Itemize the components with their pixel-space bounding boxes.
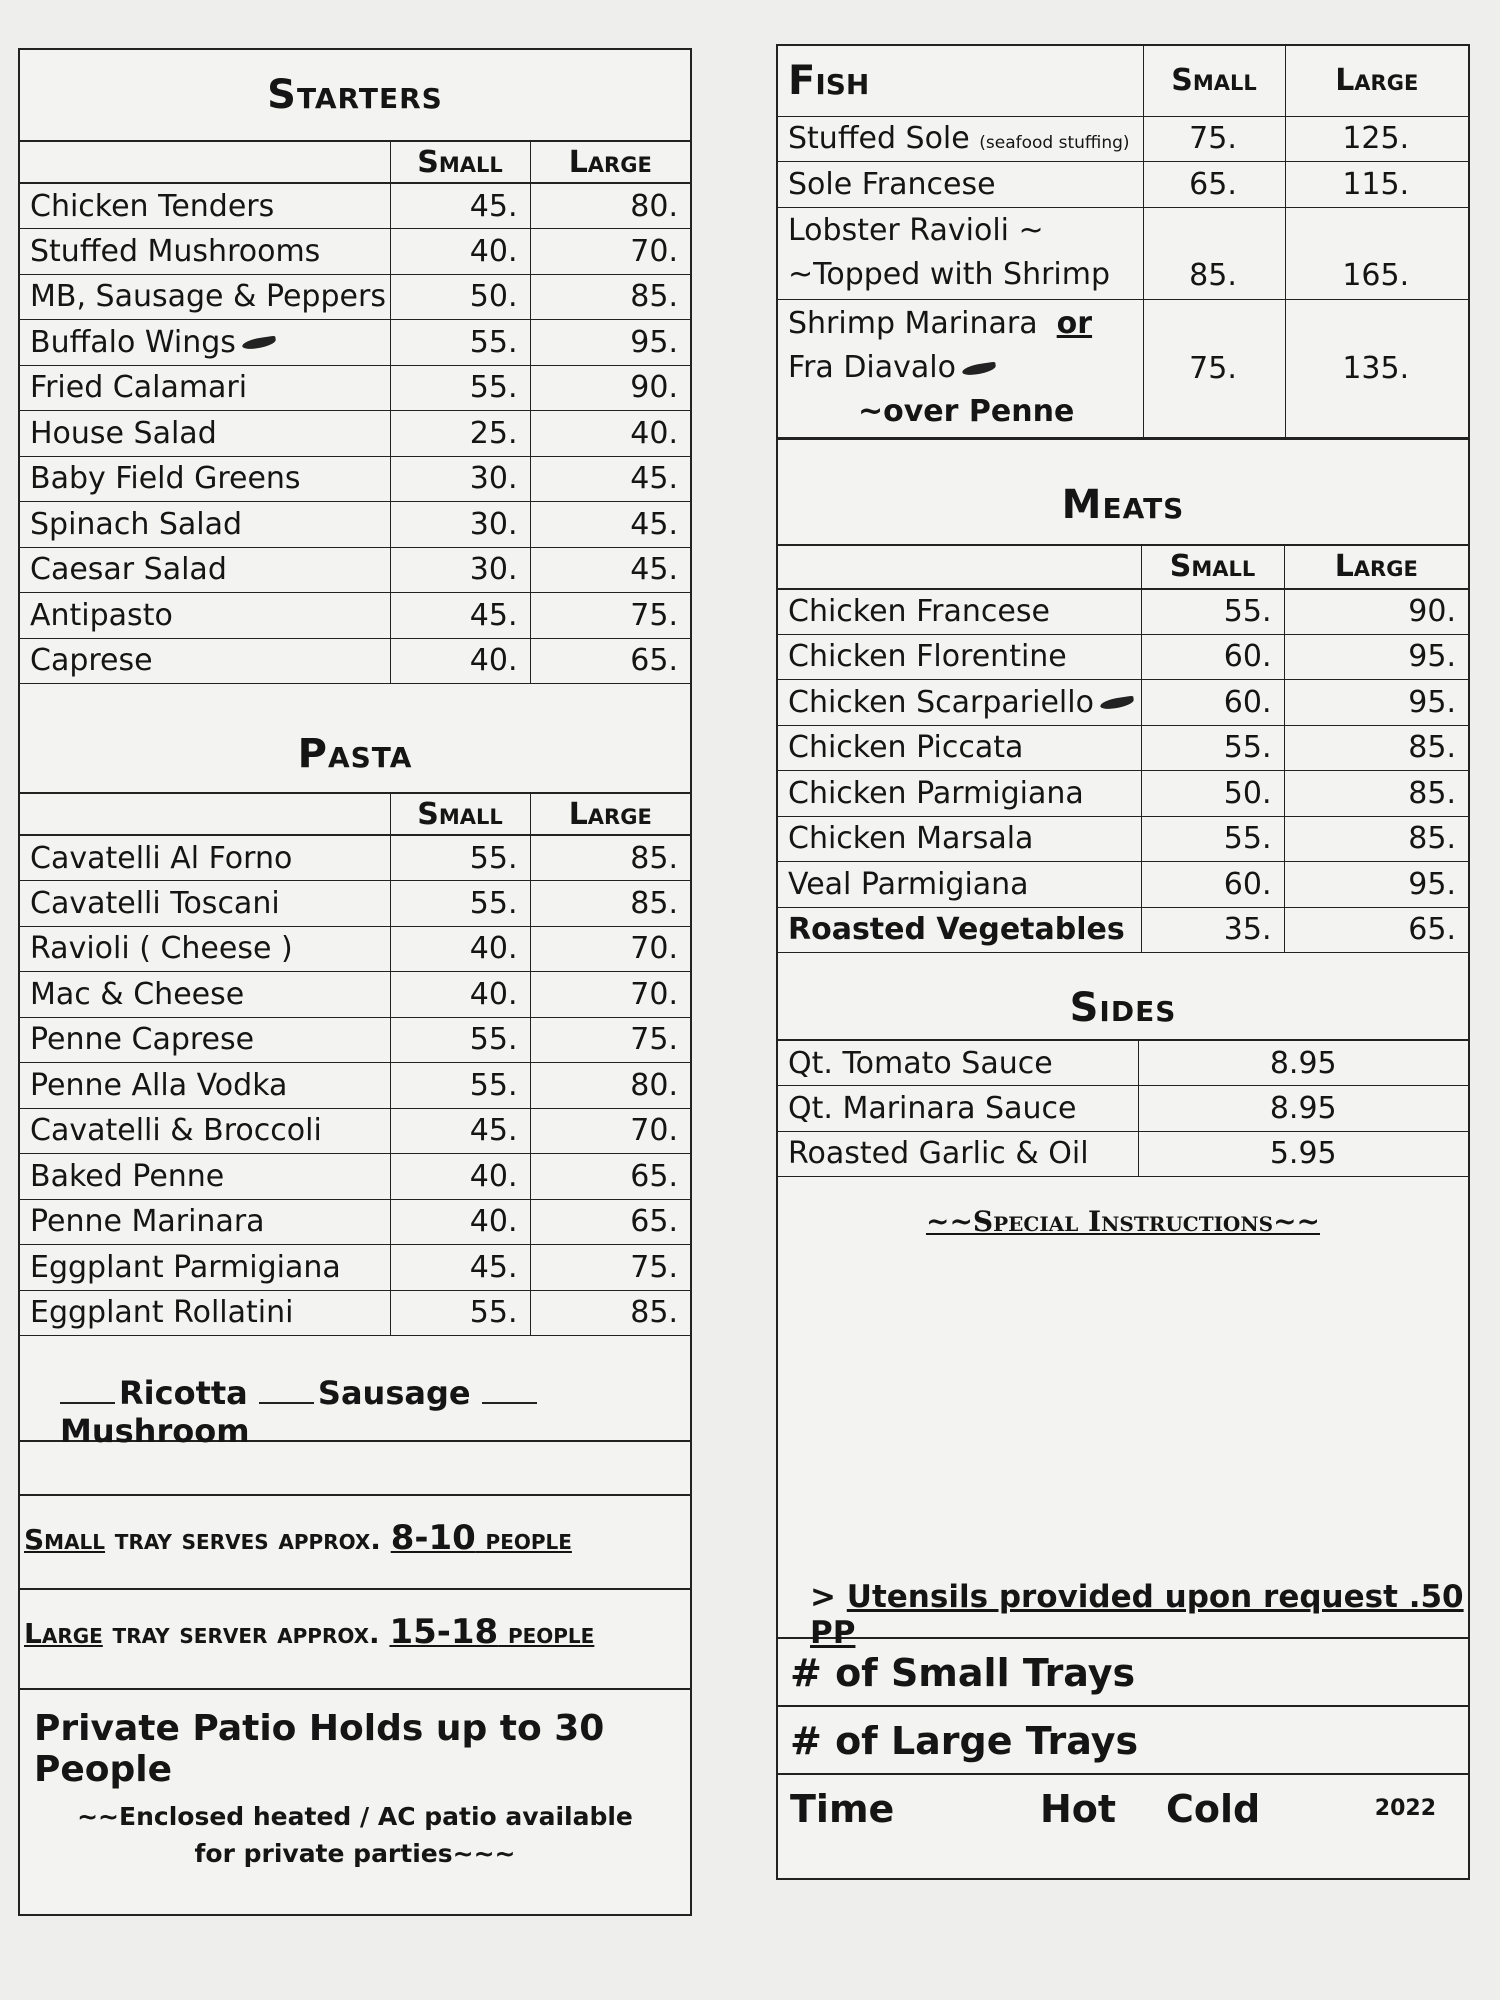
fish-stuffed-sole-note: (seafood stuffing) bbox=[979, 133, 1130, 154]
starter-row bbox=[20, 593, 690, 639]
starter-item-name: Caesar Salad bbox=[20, 547, 390, 593]
price-small: 60. bbox=[1141, 862, 1284, 908]
pasta-item-name: Ravioli ( Cheese ) bbox=[20, 926, 390, 972]
patio-info bbox=[20, 1688, 690, 1872]
spicy-pepper-icon bbox=[1099, 696, 1134, 711]
side-row bbox=[778, 1131, 1468, 1177]
starter-row bbox=[20, 638, 690, 684]
fish-table bbox=[778, 46, 1468, 438]
price-small: 85. bbox=[1143, 207, 1285, 299]
meat-row bbox=[778, 680, 1468, 726]
pasta-item-name: Cavatelli Toscani bbox=[20, 881, 390, 927]
meat-item-name: Chicken Scarpariello bbox=[778, 680, 1141, 726]
starter-row bbox=[20, 411, 690, 457]
meats-table bbox=[778, 544, 1468, 954]
price-large: 95. bbox=[1284, 862, 1468, 908]
starter-row bbox=[20, 456, 690, 502]
pasta-options bbox=[20, 1336, 690, 1450]
hot-option[interactable]: Hot bbox=[1040, 1787, 1117, 1831]
fish-shrimp-line3: ~over Penne bbox=[858, 394, 1075, 429]
price-large: 85. bbox=[1284, 816, 1468, 862]
utensils-note: > Utensils provided upon request .50 PP bbox=[810, 1579, 1464, 1651]
price-small: 55. bbox=[1141, 816, 1284, 862]
year-label: 2022 bbox=[1374, 1796, 1436, 1821]
fish-sole-francese: Sole Francese bbox=[778, 162, 1143, 208]
pasta-row bbox=[20, 1290, 690, 1336]
large-tray-info: Large tray server approx. 15-18 people bbox=[20, 1588, 690, 1688]
meat-row bbox=[778, 589, 1468, 635]
price-small: 55. bbox=[390, 365, 530, 411]
price-small: 75. bbox=[1143, 299, 1285, 437]
meat-row bbox=[778, 725, 1468, 771]
price-small: 55. bbox=[390, 881, 530, 927]
option-blank[interactable] bbox=[482, 1402, 537, 1404]
pasta-row bbox=[20, 835, 690, 881]
sides-title: Sides bbox=[1069, 985, 1177, 1031]
side-item-name: Qt. Tomato Sauce bbox=[778, 1040, 1138, 1086]
price-large: 65. bbox=[530, 638, 690, 684]
pasta-col-small: Small bbox=[390, 793, 530, 835]
price-small: 45. bbox=[390, 593, 530, 639]
fish-row bbox=[778, 116, 1468, 162]
price-small: 30. bbox=[390, 502, 530, 548]
price-small: 35. bbox=[1141, 907, 1284, 953]
pasta-row bbox=[20, 1199, 690, 1245]
starter-row bbox=[20, 365, 690, 411]
pasta-row bbox=[20, 926, 690, 972]
pasta-item-name: Eggplant Rollatini bbox=[20, 1290, 390, 1336]
side-price: 8.95 bbox=[1138, 1040, 1468, 1086]
starter-item-name: Spinach Salad bbox=[20, 502, 390, 548]
left-menu-panel bbox=[18, 48, 692, 1916]
price-small: 65. bbox=[1143, 162, 1285, 208]
sides-table bbox=[778, 1039, 1468, 1177]
time-label: Time bbox=[790, 1787, 895, 1831]
price-small: 40. bbox=[390, 926, 530, 972]
fish-col-small: Small bbox=[1143, 46, 1285, 116]
price-small: 55. bbox=[390, 1063, 530, 1109]
price-small: 55. bbox=[390, 1017, 530, 1063]
option-mushroom: Mushroom bbox=[60, 1412, 250, 1450]
price-large: 75. bbox=[530, 1245, 690, 1291]
pasta-item-name: Penne Caprese bbox=[20, 1017, 390, 1063]
price-small: 40. bbox=[390, 1154, 530, 1200]
price-small: 60. bbox=[1141, 634, 1284, 680]
price-small: 60. bbox=[1141, 680, 1284, 726]
price-large: 125. bbox=[1285, 116, 1468, 162]
starters-col-small: Small bbox=[390, 141, 530, 183]
pasta-item-name: Baked Penne bbox=[20, 1154, 390, 1200]
side-item-name: Roasted Garlic & Oil bbox=[778, 1131, 1138, 1177]
option-ricotta: Ricotta bbox=[119, 1374, 248, 1412]
patio-title: Private Patio Holds up to 30 People bbox=[34, 1708, 605, 1790]
price-small: 45. bbox=[390, 1108, 530, 1154]
starter-row bbox=[20, 274, 690, 320]
meats-col-large: Large bbox=[1284, 545, 1468, 589]
price-large: 165. bbox=[1285, 207, 1468, 299]
price-large: 85. bbox=[530, 881, 690, 927]
price-small: 55. bbox=[390, 320, 530, 366]
small-trays-field[interactable]: # of Small Trays bbox=[778, 1637, 1468, 1705]
pasta-item-name: Cavatelli & Broccoli bbox=[20, 1108, 390, 1154]
pasta-row bbox=[20, 881, 690, 927]
price-large: 95. bbox=[530, 320, 690, 366]
price-small: 55. bbox=[1141, 589, 1284, 635]
price-large: 90. bbox=[1284, 589, 1468, 635]
spicy-pepper-icon bbox=[241, 336, 276, 351]
price-small: 55. bbox=[390, 835, 530, 881]
price-large: 75. bbox=[530, 1017, 690, 1063]
fish-shrimp-line1: Shrimp Marinara bbox=[788, 306, 1038, 341]
meat-item-name: Veal Parmigiana bbox=[778, 862, 1141, 908]
pasta-item-name: Eggplant Parmigiana bbox=[20, 1245, 390, 1291]
price-large: 80. bbox=[530, 1063, 690, 1109]
price-small: 45. bbox=[390, 183, 530, 229]
spicy-pepper-icon bbox=[961, 361, 996, 376]
special-instructions-area[interactable] bbox=[778, 1249, 1468, 1579]
price-small: 55. bbox=[1141, 725, 1284, 771]
price-small: 30. bbox=[390, 456, 530, 502]
price-small: 50. bbox=[390, 274, 530, 320]
option-blank[interactable] bbox=[259, 1402, 314, 1404]
large-trays-field[interactable]: # of Large Trays bbox=[778, 1705, 1468, 1773]
pasta-col-large: Large bbox=[530, 793, 690, 835]
meat-row bbox=[778, 634, 1468, 680]
fish-stuffed-sole: Stuffed Sole bbox=[788, 121, 970, 157]
price-large: 80. bbox=[530, 183, 690, 229]
starter-item-name: Baby Field Greens bbox=[20, 456, 390, 502]
price-large: 115. bbox=[1285, 162, 1468, 208]
option-blank[interactable] bbox=[60, 1402, 115, 1404]
fish-lobster-line1: Lobster Ravioli ~ bbox=[788, 213, 1044, 248]
starter-item-name: MB, Sausage & Peppers bbox=[20, 274, 390, 320]
price-large: 70. bbox=[530, 229, 690, 275]
price-large: 95. bbox=[1284, 634, 1468, 680]
side-price: 8.95 bbox=[1138, 1086, 1468, 1132]
fish-row bbox=[778, 162, 1468, 208]
meat-row bbox=[778, 771, 1468, 817]
price-small: 55. bbox=[390, 1290, 530, 1336]
price-large: 65. bbox=[1284, 907, 1468, 953]
price-large: 65. bbox=[530, 1199, 690, 1245]
starters-col-large: Large bbox=[530, 141, 690, 183]
starter-row bbox=[20, 229, 690, 275]
price-small: 40. bbox=[390, 638, 530, 684]
side-row bbox=[778, 1040, 1468, 1086]
meats-title: Meats bbox=[778, 438, 1468, 544]
price-large: 45. bbox=[530, 547, 690, 593]
starter-row bbox=[20, 320, 690, 366]
patio-note-1: ~~Enclosed heated / AC patio available bbox=[77, 1802, 633, 1831]
price-large: 85. bbox=[1284, 725, 1468, 771]
side-price: 5.95 bbox=[1138, 1131, 1468, 1177]
price-large: 85. bbox=[530, 835, 690, 881]
meats-col-small: Small bbox=[1141, 545, 1284, 589]
pasta-row bbox=[20, 1245, 690, 1291]
side-item-name: Qt. Marinara Sauce bbox=[778, 1086, 1138, 1132]
pasta-item-name: Cavatelli Al Forno bbox=[20, 835, 390, 881]
price-large: 85. bbox=[530, 1290, 690, 1336]
fish-col-large: Large bbox=[1285, 46, 1468, 116]
price-large: 85. bbox=[1284, 771, 1468, 817]
pasta-item-name: Mac & Cheese bbox=[20, 972, 390, 1018]
price-large: 40. bbox=[530, 411, 690, 457]
price-small: 45. bbox=[390, 1245, 530, 1291]
price-large: 45. bbox=[530, 456, 690, 502]
price-small: 40. bbox=[390, 1199, 530, 1245]
price-large: 85. bbox=[530, 274, 690, 320]
starter-row bbox=[20, 547, 690, 593]
fish-shrimp-line2: Fra Diavalo bbox=[788, 350, 956, 385]
price-large: 45. bbox=[530, 502, 690, 548]
starter-item-name: Fried Calamari bbox=[20, 365, 390, 411]
cold-option[interactable]: Cold bbox=[1166, 1787, 1261, 1831]
starter-row bbox=[20, 183, 690, 229]
price-large: 70. bbox=[530, 972, 690, 1018]
right-menu-panel bbox=[776, 44, 1470, 1880]
pasta-table bbox=[20, 792, 690, 1336]
pasta-row bbox=[20, 1108, 690, 1154]
option-sausage: Sausage bbox=[317, 1374, 471, 1412]
price-large: 70. bbox=[530, 1108, 690, 1154]
starter-item-name: Stuffed Mushrooms bbox=[20, 229, 390, 275]
price-small: 40. bbox=[390, 229, 530, 275]
meat-item-name: Chicken Francese bbox=[778, 589, 1141, 635]
starter-row bbox=[20, 502, 690, 548]
price-large: 70. bbox=[530, 926, 690, 972]
patio-note-2: for private parties~~~ bbox=[194, 1839, 516, 1868]
special-instructions-title: ~~Special Instructions~~ bbox=[925, 1205, 1321, 1238]
price-large: 135. bbox=[1285, 299, 1468, 437]
fish-shrimp-or: or bbox=[1056, 306, 1093, 341]
starter-item-name: Buffalo Wings bbox=[20, 320, 390, 366]
pasta-title: Pasta bbox=[297, 731, 413, 777]
price-large: 95. bbox=[1284, 680, 1468, 726]
price-small: 75. bbox=[1143, 116, 1285, 162]
pasta-row bbox=[20, 1154, 690, 1200]
pasta-row bbox=[20, 1017, 690, 1063]
side-row bbox=[778, 1086, 1468, 1132]
meat-row bbox=[778, 907, 1468, 953]
pasta-row bbox=[20, 1063, 690, 1109]
meat-item-name: Chicken Piccata bbox=[778, 725, 1141, 771]
price-large: 75. bbox=[530, 593, 690, 639]
price-large: 90. bbox=[530, 365, 690, 411]
pasta-row bbox=[20, 972, 690, 1018]
fish-lobster-line2: ~Topped with Shrimp bbox=[788, 257, 1111, 292]
time-row[interactable] bbox=[778, 1773, 1468, 1841]
starter-item-name: Antipasto bbox=[20, 593, 390, 639]
price-small: 40. bbox=[390, 972, 530, 1018]
price-large: 65. bbox=[530, 1154, 690, 1200]
fish-row bbox=[778, 207, 1468, 299]
small-tray-info: Small tray serves approx. 8-10 people bbox=[20, 1494, 690, 1588]
pasta-item-name: Penne Marinara bbox=[20, 1199, 390, 1245]
meat-item-name: Roasted Vegetables bbox=[778, 907, 1141, 953]
starter-item-name: Caprese bbox=[20, 638, 390, 684]
meat-row bbox=[778, 816, 1468, 862]
starter-item-name: Chicken Tenders bbox=[20, 183, 390, 229]
price-small: 30. bbox=[390, 547, 530, 593]
meat-item-name: Chicken Marsala bbox=[778, 816, 1141, 862]
starter-item-name: House Salad bbox=[20, 411, 390, 457]
fish-row bbox=[778, 299, 1468, 437]
meat-item-name: Chicken Parmigiana bbox=[778, 771, 1141, 817]
fish-title: Fish bbox=[788, 57, 870, 104]
price-small: 50. bbox=[1141, 771, 1284, 817]
meat-row bbox=[778, 862, 1468, 908]
pasta-item-name: Penne Alla Vodka bbox=[20, 1063, 390, 1109]
starters-table bbox=[20, 140, 690, 684]
meat-item-name: Chicken Florentine bbox=[778, 634, 1141, 680]
price-small: 25. bbox=[390, 411, 530, 457]
starters-title: Starters bbox=[267, 72, 443, 118]
